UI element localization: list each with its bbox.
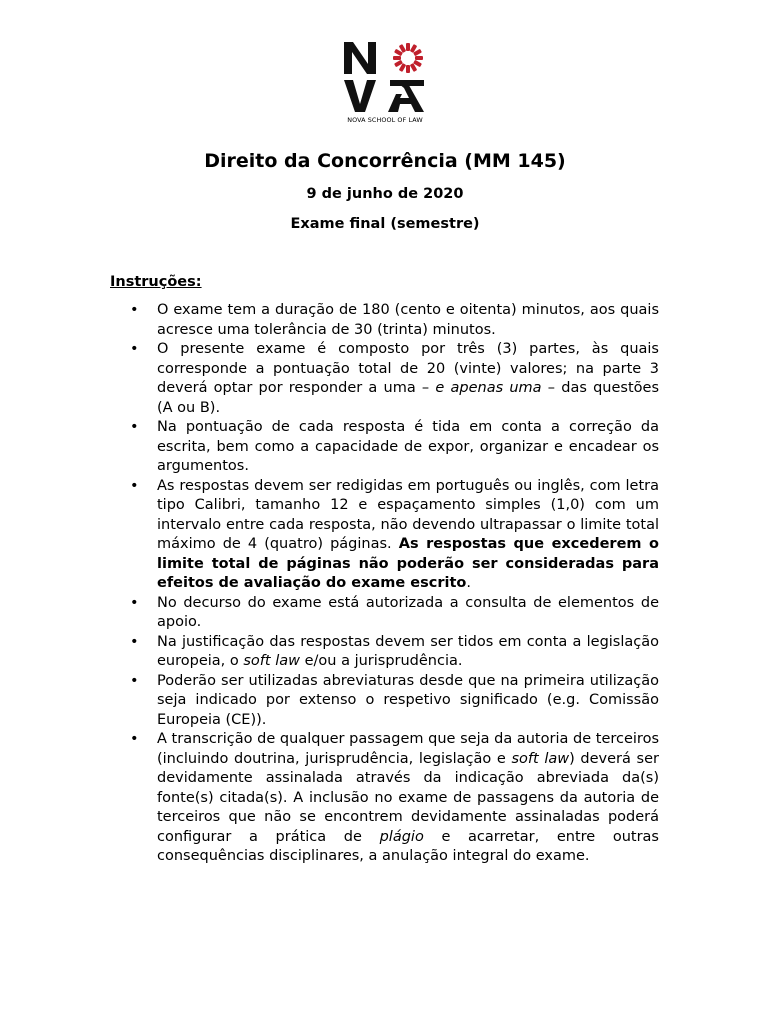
instruction-text: Poderão ser utilizadas abreviaturas desde que na primeira utilização seja indicado por extenso o respetivo significado (e.g. Comissão Europeia (CE)). bbox=[157, 672, 659, 728]
instruction-emphasis: e apenas uma bbox=[435, 380, 542, 396]
instruction-text: – das questões (A ou B). bbox=[157, 380, 659, 416]
instructions-heading: Instruções: bbox=[110, 274, 202, 290]
instruction-text: ) deverá ser devidamente assinalada através da indicação abreviada da(s) fonte(s) citada(s). A inclusão no exame de passagens da autoria de terceiros que não se encontrem devidamente assinaladas poderá configurar a prática de bbox=[157, 750, 659, 845]
instruction-bold: As respostas que excederem o limite total de páginas não poderão ser consideradas para efeitos de avaliação do exame escrito bbox=[157, 536, 659, 591]
list-item bbox=[110, 340, 659, 418]
list-item bbox=[110, 418, 659, 477]
list-item bbox=[110, 477, 659, 594]
instruction-emphasis: soft law bbox=[243, 653, 300, 669]
instruction-text: e acarretar, entre outras consequências disciplinares, a anulação integral do exame. bbox=[157, 828, 659, 864]
starburst-icon bbox=[393, 43, 423, 73]
nova-school-of-law-logo bbox=[344, 42, 426, 130]
course-title: Direito da Concorrência (MM 145) bbox=[204, 150, 566, 172]
instruction-text: Na justificação das respostas devem ser tidos em conta a legislação europeia, o bbox=[157, 633, 659, 669]
instruction-text: O exame tem a duração de 180 (cento e oitenta) minutos, aos quais acresce uma tolerância de 30 (trinta) minutos. bbox=[157, 302, 659, 338]
instruction-text: Na pontuação de cada resposta é tida em conta a correção da escrita, bem como a capacidade de expor, organizar e encadear os argumentos. bbox=[157, 419, 659, 474]
instruction-emphasis: soft law bbox=[511, 750, 570, 767]
list-item bbox=[110, 730, 659, 867]
exam-type: Exame final (semestre) bbox=[290, 216, 480, 232]
instruction-text: e/ou a jurisprudência. bbox=[299, 653, 463, 669]
list-item bbox=[110, 633, 659, 672]
instruction-text: No decurso do exame está autorizada a consulta de elementos de apoio. bbox=[157, 594, 659, 630]
instruction-text: O presente exame é composto por três (3) partes, às quais corresponde a pontuação total de 20 (vinte) valores; na parte 3 deverá optar por responder a uma – bbox=[157, 341, 659, 396]
instruction-emphasis: plágio bbox=[379, 828, 424, 845]
instruction-text: . bbox=[466, 575, 471, 591]
instructions-list bbox=[110, 301, 659, 867]
list-item bbox=[110, 301, 659, 340]
exam-date: 9 de junho de 2020 bbox=[306, 186, 464, 202]
instruction-text: As respostas devem ser redigidas em português ou inglês, com letra tipo Calibri, tamanho 12 e espaçamento simples (1,0) com um intervalo entre cada resposta, não devendo ultrapassar o limite total máximo de 4 (quatro) páginas. bbox=[157, 477, 659, 552]
list-item bbox=[110, 594, 659, 633]
logo-caption: NOVA SCHOOL OF LAW bbox=[347, 116, 423, 124]
list-item bbox=[110, 672, 659, 731]
nova-logo-mark bbox=[344, 42, 426, 114]
instruction-text: A transcrição de qualquer passagem que seja da autoria de terceiros (incluindo doutrina, jurisprudência, legislação e bbox=[157, 731, 659, 767]
